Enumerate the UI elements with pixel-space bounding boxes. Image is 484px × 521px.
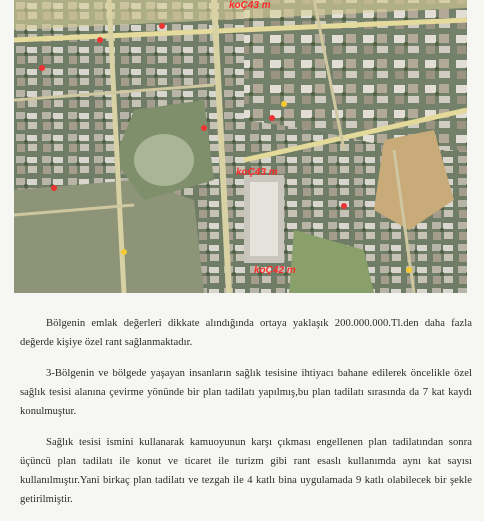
paragraph-2: 3-Bölgenin ve bölgede yaşayan insanların sağlık tesisine ihtiyacı bahane edilerek öncelikle özel sağlık tesisi alanına çevirme yönünde bir plan tadilatı yapılmış,bu plan tadilatı sırasında da 7 kat kaydı konulmuştur. — [20, 368, 472, 417]
paragraph-1: Bölgenin emlak değerleri dikkate alındığında ortaya yaklaşık 200.000.000.Tl.den daha fazla değerde kişiye özel rant sağlanmaktadır. — [20, 318, 472, 348]
paragraph-3: Sağlık tesisi ismini kullanarak kamuoyunun karşı çıkması engellenen plan tadilatından sonra üçüncü plan tadilatı ile konut ve ticaret ile turizm gibi rant esaslı kullanımda aynı kat sayısı kullanılmıştır.Yani birkaç plan tadilatı ve tezgah ile 4 katlı bina uygulamada 9 katlı olabilecek bir şekle getirilmiştir. — [20, 437, 472, 505]
map-elevation-label-3: koÇ42 m — [254, 265, 296, 276]
aerial-map-image — [14, 0, 467, 293]
map-elevation-label-2: koÇ43 m — [236, 167, 278, 178]
map-elevation-label-1: koÇ43 m — [229, 0, 271, 11]
document-body — [20, 314, 472, 521]
aerial-map-graphic — [14, 0, 467, 293]
